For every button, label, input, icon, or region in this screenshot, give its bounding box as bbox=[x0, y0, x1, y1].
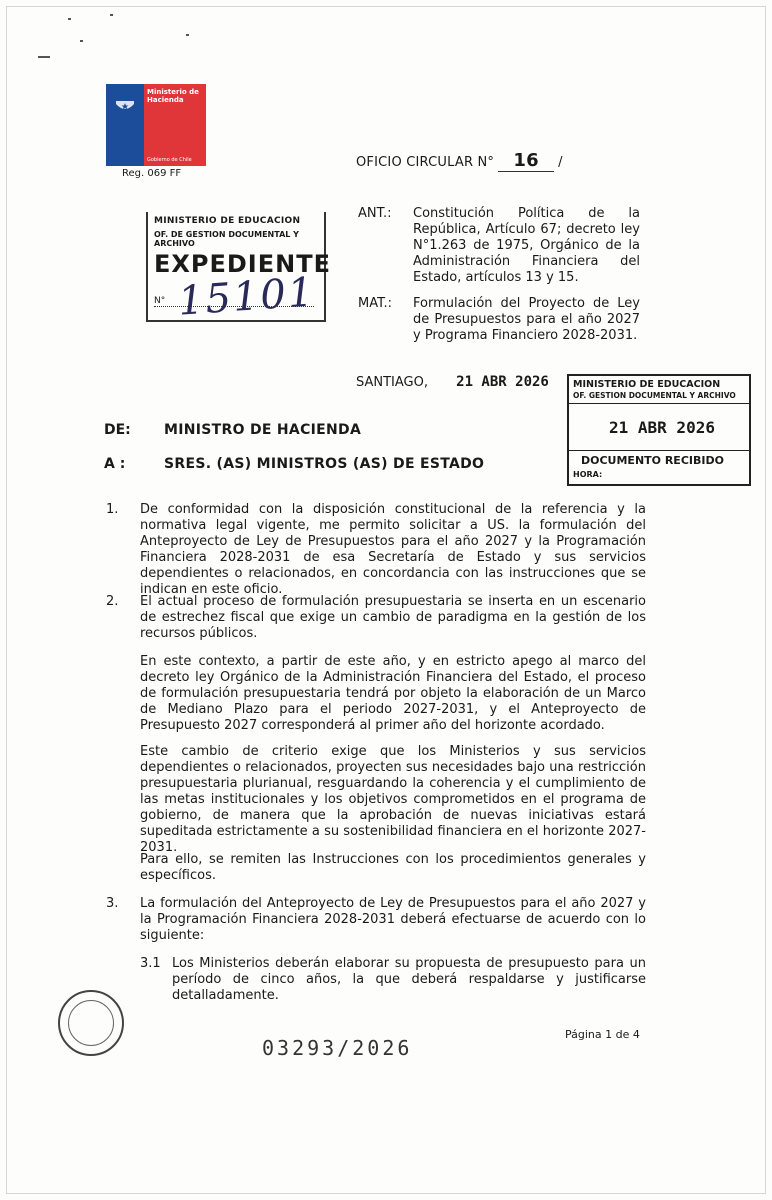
stamp-line2: OF. DE GESTION DOCUMENTAL Y ARCHIVO bbox=[154, 230, 299, 248]
place: SANTIAGO, bbox=[356, 375, 428, 390]
registry-code: Reg. 069 FF bbox=[122, 168, 182, 179]
mat-label: MAT.: bbox=[358, 296, 393, 311]
received-status: DOCUMENTO RECIBIDO bbox=[581, 454, 724, 467]
mat-text: Formulación del Proyecto de Ley de Presupuestos para el año 2027 y Programa Financiero 2028-2031. bbox=[413, 296, 640, 343]
stamp-title: EXPEDIENTE bbox=[154, 250, 331, 278]
a-value: SRES. (AS) MINISTROS (AS) DE ESTADO bbox=[164, 456, 485, 472]
ministry-logo bbox=[106, 84, 206, 166]
paragraph-number: 1. bbox=[106, 502, 119, 517]
oficio-header bbox=[356, 150, 563, 172]
date-stamp: 21 ABR 2026 bbox=[456, 374, 549, 390]
oficio-number: 16 bbox=[498, 150, 554, 172]
paragraph-2b: En este contexto, a partir de este año, y en estricto apego al marco del decreto ley Orgánico de la Administración Financiera del Estado, el proceso de formulación presupuestaria tendrá por objeto la elaboración de un Marco de Mediano Plazo para el periodo 2027-2031, y el Anteproyecto de Presupuesto 2027 corresponderá al primer año del horizonte acordado. bbox=[140, 654, 646, 733]
received-date: 21 ABR 2026 bbox=[609, 418, 715, 437]
coat-of-arms-icon bbox=[112, 92, 138, 114]
logo-title: Ministerio de Hacienda bbox=[147, 88, 199, 104]
subparagraph-number: 3.1 bbox=[140, 956, 161, 971]
page-number: Página 1 de 4 bbox=[565, 1028, 640, 1041]
paragraph-number: 2. bbox=[106, 594, 119, 609]
stamp-divider bbox=[569, 403, 749, 404]
scan-speck bbox=[38, 56, 50, 58]
stamp-handwritten-number: 15101 bbox=[176, 269, 317, 325]
paragraph-3: La formulación del Anteproyecto de Ley de Presupuestos para el año 2027 y la Programación Financiera 2028-2031 deberá efectuarse de acuerdo con lo siguiente: bbox=[140, 896, 646, 943]
a-label: A : bbox=[104, 456, 126, 472]
oficio-end: / bbox=[558, 155, 563, 170]
seal-inner-ring bbox=[68, 1000, 114, 1046]
logo-blue-panel bbox=[106, 84, 144, 166]
paragraph-1: De conformidad con la disposición constitucional de la referencia y la normativa legal vigente, me permito solicitar a US. la formulación del Anteproyecto de Ley de Presupuestos para el año 2027 y la Programación Financiera 2028-2031 de esa Secretaría de Estado y sus servicios dependientes o relacionados, en concordancia con las instrucciones que se indican en este oficio. bbox=[140, 502, 646, 597]
received-line2: OF. GESTION DOCUMENTAL Y ARCHIVO bbox=[573, 391, 736, 400]
stamp-line1: MINISTERIO DE EDUCACION bbox=[154, 216, 301, 226]
folio-number: 03293/2026 bbox=[262, 1036, 413, 1060]
stamp-number-label: N° bbox=[154, 296, 314, 307]
paragraph-2d: Para ello, se remiten las Instrucciones con los procedimientos generales y específicos. bbox=[140, 852, 646, 883]
scan-speck bbox=[80, 40, 83, 42]
paragraph-2a: El actual proceso de formulación presupuestaria se inserta en un escenario de estrechez fiscal que exige un cambio de paradigma en la gestión de los recursos públicos. bbox=[140, 594, 646, 641]
paragraph-2c: Este cambio de criterio exige que los Ministerios y sus servicios dependientes o relacionados, proyecten sus necesidades bajo una restricción presupuestaria plurianual, resguardando la coherencia y el cumplimiento de las metas institucionales y los objetivos comprometidos en el programa de gobierno, de manera que la aprobación de nuevas iniciativas estará supeditada estrictamente a su sostenibilidad financiera en el horizonte 2027-2031. bbox=[140, 744, 646, 855]
scan-speck bbox=[68, 18, 71, 20]
received-line1: MINISTERIO DE EDUCACION bbox=[573, 379, 721, 390]
logo-red-panel bbox=[144, 84, 206, 166]
scan-speck bbox=[186, 34, 189, 36]
stamp-divider bbox=[569, 450, 749, 451]
ant-text: Constitución Política de la República, Artículo 67; decreto ley N°1.263 de 1975, Orgánico de la Administración Financiera del Estado, artículos 13 y 15. bbox=[413, 206, 640, 285]
logo-subtitle: Gobierno de Chile bbox=[147, 157, 192, 163]
de-label: DE: bbox=[104, 422, 131, 438]
scan-speck bbox=[110, 14, 113, 16]
received-stamp bbox=[567, 374, 751, 486]
received-hora: HORA: bbox=[573, 470, 603, 479]
expediente-stamp bbox=[146, 212, 331, 325]
subparagraph-3-1: Los Ministerios deberán elaborar su propuesta de presupuesto para un período de cinco años, la que deberá respaldarse y justificarse detalladamente. bbox=[172, 956, 646, 1003]
de-value: MINISTRO DE HACIENDA bbox=[164, 422, 362, 438]
place-date bbox=[356, 374, 549, 390]
ant-label: ANT.: bbox=[358, 206, 392, 221]
ministry-seal bbox=[58, 990, 124, 1056]
oficio-label: OFICIO CIRCULAR N° bbox=[356, 155, 495, 170]
paragraph-number: 3. bbox=[106, 896, 119, 911]
